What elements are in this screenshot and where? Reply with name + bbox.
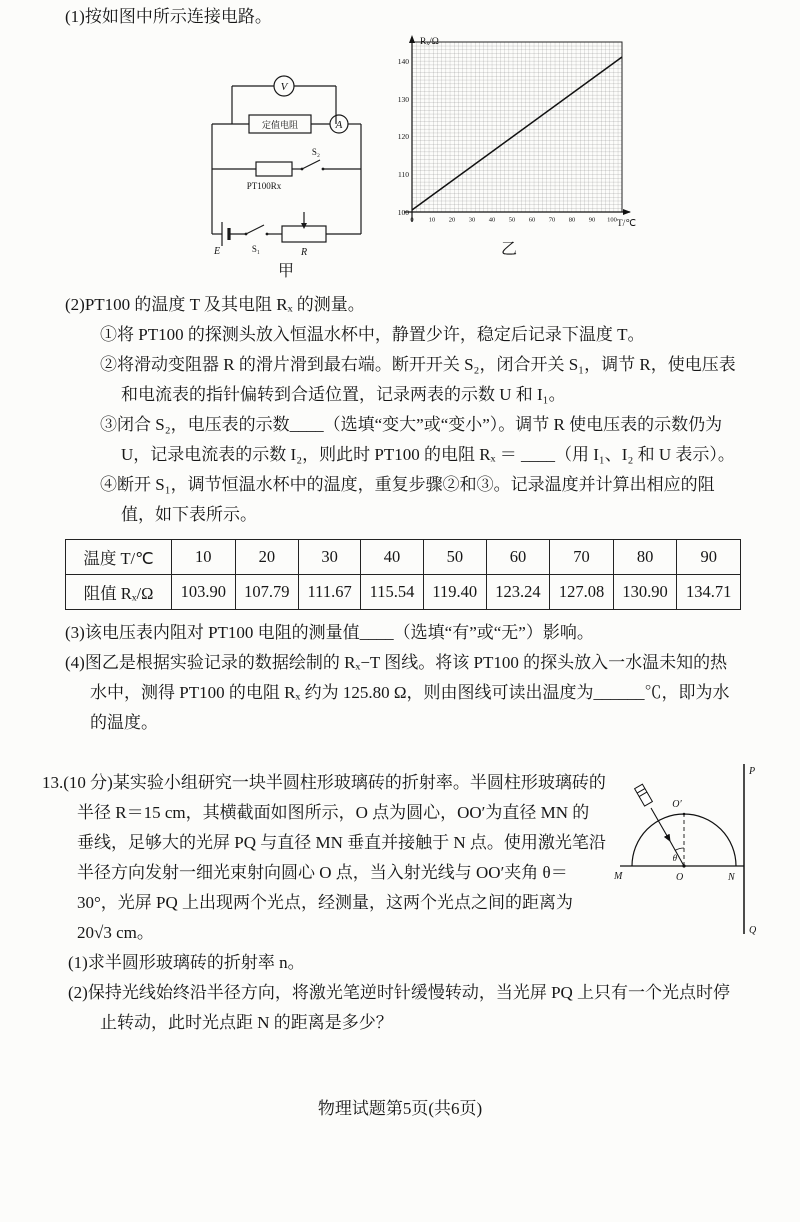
circuit-diagram (204, 72, 369, 258)
table-cell: 107.79 (235, 575, 299, 610)
label-n: N (728, 872, 735, 883)
x-tick: 0 (410, 216, 414, 224)
pt100-box (256, 162, 292, 176)
table-cell: 70 (550, 540, 614, 575)
ammeter-label: A (335, 119, 342, 131)
step-3: ③闭合 S₂，电压表的示数____（选填“变大”或“变小”）。调节 R 使电压表的示数仍为 U，记录电流表的示数 I₂，则此时 PT100 的电阻 Rₓ ＝ ____（用 I₁、I₂ 和 U 表示）。 (100, 415, 735, 464)
circuit-caption: 甲 (277, 263, 294, 280)
y-tick: 100 (397, 208, 409, 217)
fixed-resistor-label: 定值电阻 (261, 120, 298, 130)
graph-caption: 乙 (500, 241, 517, 258)
refraction-diagram (614, 758, 784, 940)
x-tick: 40 (488, 216, 496, 224)
label-p: P (749, 766, 756, 777)
x-tick: 10 (428, 216, 436, 224)
measurement-table (65, 539, 741, 610)
question-13-text: 13.(10 分)某实验小组研究一块半圆柱形玻璃砖的折射率。半圆柱形玻璃砖的半径 R＝15 cm，其横截面如图所示，O 点为圆心，OO′为直径 MN 的垂线，足够大的光屏 PQ 与直径 MN 垂直并接触于 N 点。使用激光笔沿半径方向发射一细光束射向圆心 O 点，当入射光线与 OO′夹角 θ＝30°，光屏 PQ 上出现两个光点，经测量，这两个光点之间的距离为 20√3 cm。 (42, 773, 606, 942)
table-cell: 80 (613, 540, 677, 575)
intro-line: (1)按如图中所示连接电路。 (65, 7, 272, 26)
step-1: ①将 PT100 的探测头放入恒温水杯中，静置少许，稳定后记录下温度 T。 (100, 325, 645, 344)
incident-ray (651, 808, 670, 841)
y-tick: 130 (397, 95, 409, 104)
table-cell: 50 (423, 540, 486, 575)
step-4: ④断开 S₁，调节恒温水杯中的温度，重复步骤②和③。记录温度并计算出相应的阻值，如下表所示。 (100, 475, 715, 524)
page-footer: 物理试题第5页(共6页) (317, 1099, 483, 1118)
switch-s1-blade (246, 225, 264, 234)
battery-label: E (213, 246, 220, 257)
table-row-label: 温度 T/℃ (66, 540, 172, 575)
voltmeter-label: V (280, 81, 287, 93)
y-axis-title: Rₓ/Ω (420, 37, 439, 47)
x-tick: 20 (448, 216, 456, 224)
laser-pointer (635, 784, 653, 806)
table-cell: 30 (299, 540, 361, 575)
switch-s2-label: S₂ (311, 147, 320, 157)
rheostat-label: R (300, 247, 307, 258)
switch-s1-label: S₁ (251, 244, 260, 254)
y-axis-arrow (409, 35, 415, 43)
y-tick: 120 (397, 132, 409, 141)
label-m: M (614, 871, 623, 882)
label-q: Q (749, 925, 757, 936)
x-tick: 70 (548, 216, 556, 224)
section3-text: (3)该电压表内阻对 PT100 电阻的测量值____（选填“有”或“无”）影响。 (65, 623, 594, 642)
table-cell: 20 (235, 540, 299, 575)
x-axis-title: T/℃ (616, 219, 636, 229)
circuit-figure (202, 72, 370, 281)
theta-angle-arc (675, 848, 684, 850)
table-cell: 119.40 (423, 575, 486, 610)
table-cell: 127.08 (550, 575, 614, 610)
table-row-temperature (66, 540, 741, 575)
switch-s2-blade (302, 160, 320, 169)
x-tick: 30 (468, 216, 476, 224)
x-tick: 50 (508, 216, 516, 224)
label-o-prime: O′ (672, 799, 682, 810)
table-cell: 40 (361, 540, 424, 575)
table-cell: 90 (677, 540, 741, 575)
label-o: O (676, 872, 684, 883)
table-cell: 123.24 (486, 575, 550, 610)
center-o-dot (682, 864, 685, 867)
x-axis-arrow (623, 209, 631, 215)
y-tick: 110 (398, 170, 409, 179)
table-cell: 111.67 (299, 575, 361, 610)
y-tick: 140 (397, 57, 409, 66)
figure-row (60, 32, 740, 290)
table-cell: 10 (172, 540, 236, 575)
table-cell: 60 (486, 540, 550, 575)
rx-t-graph (380, 34, 638, 236)
o-prime-dot (683, 813, 686, 816)
table-cell: 103.90 (172, 575, 236, 610)
pt100-label: PT100Rx (246, 181, 281, 191)
step-2: ②将滑动变阻器 R 的滑片滑到最右端。断开开关 S₂，闭合开关 S₁，调节 R，使电压表和电流表的指针偏转到合适位置，记录两表的示数 U 和 I₁。 (100, 355, 736, 404)
section2-heading: (2)PT100 的温度 T 及其电阻 Rₓ 的测量。 (65, 295, 365, 314)
label-theta: θ (672, 853, 677, 863)
x-tick: 90 (588, 216, 596, 224)
question-13-sub2: (2)保持光线始终沿半径方向，将激光笔逆时针缓慢转动，当光屏 PQ 上只有一个光点时停止转动，此时光点距 N 的距离是多少？ (68, 983, 731, 1032)
x-tick: 80 (568, 216, 576, 224)
section4-text: (4)图乙是根据实验记录的数据绘制的 Rₓ−T 图线。将该 PT100 的探头放入一水温未知的热水中，测得 PT100 的电阻 Rₓ 约为 125.80 Ω，则由图线可读出温度为______℃，即为水的温度。 (65, 653, 730, 732)
table-cell: 130.90 (613, 575, 677, 610)
question-13 (42, 766, 757, 1038)
question-13-sub1: (1)求半圆形玻璃砖的折射率 n。 (68, 953, 305, 972)
table-cell: 115.54 (361, 575, 424, 610)
table-row-resistance (66, 575, 741, 610)
x-tick: 100 (607, 216, 617, 224)
table-cell: 134.71 (677, 575, 741, 610)
x-tick: 60 (528, 216, 536, 224)
graph-figure (380, 34, 638, 259)
table-row-label: 阻值 Rₓ/Ω (66, 575, 172, 610)
